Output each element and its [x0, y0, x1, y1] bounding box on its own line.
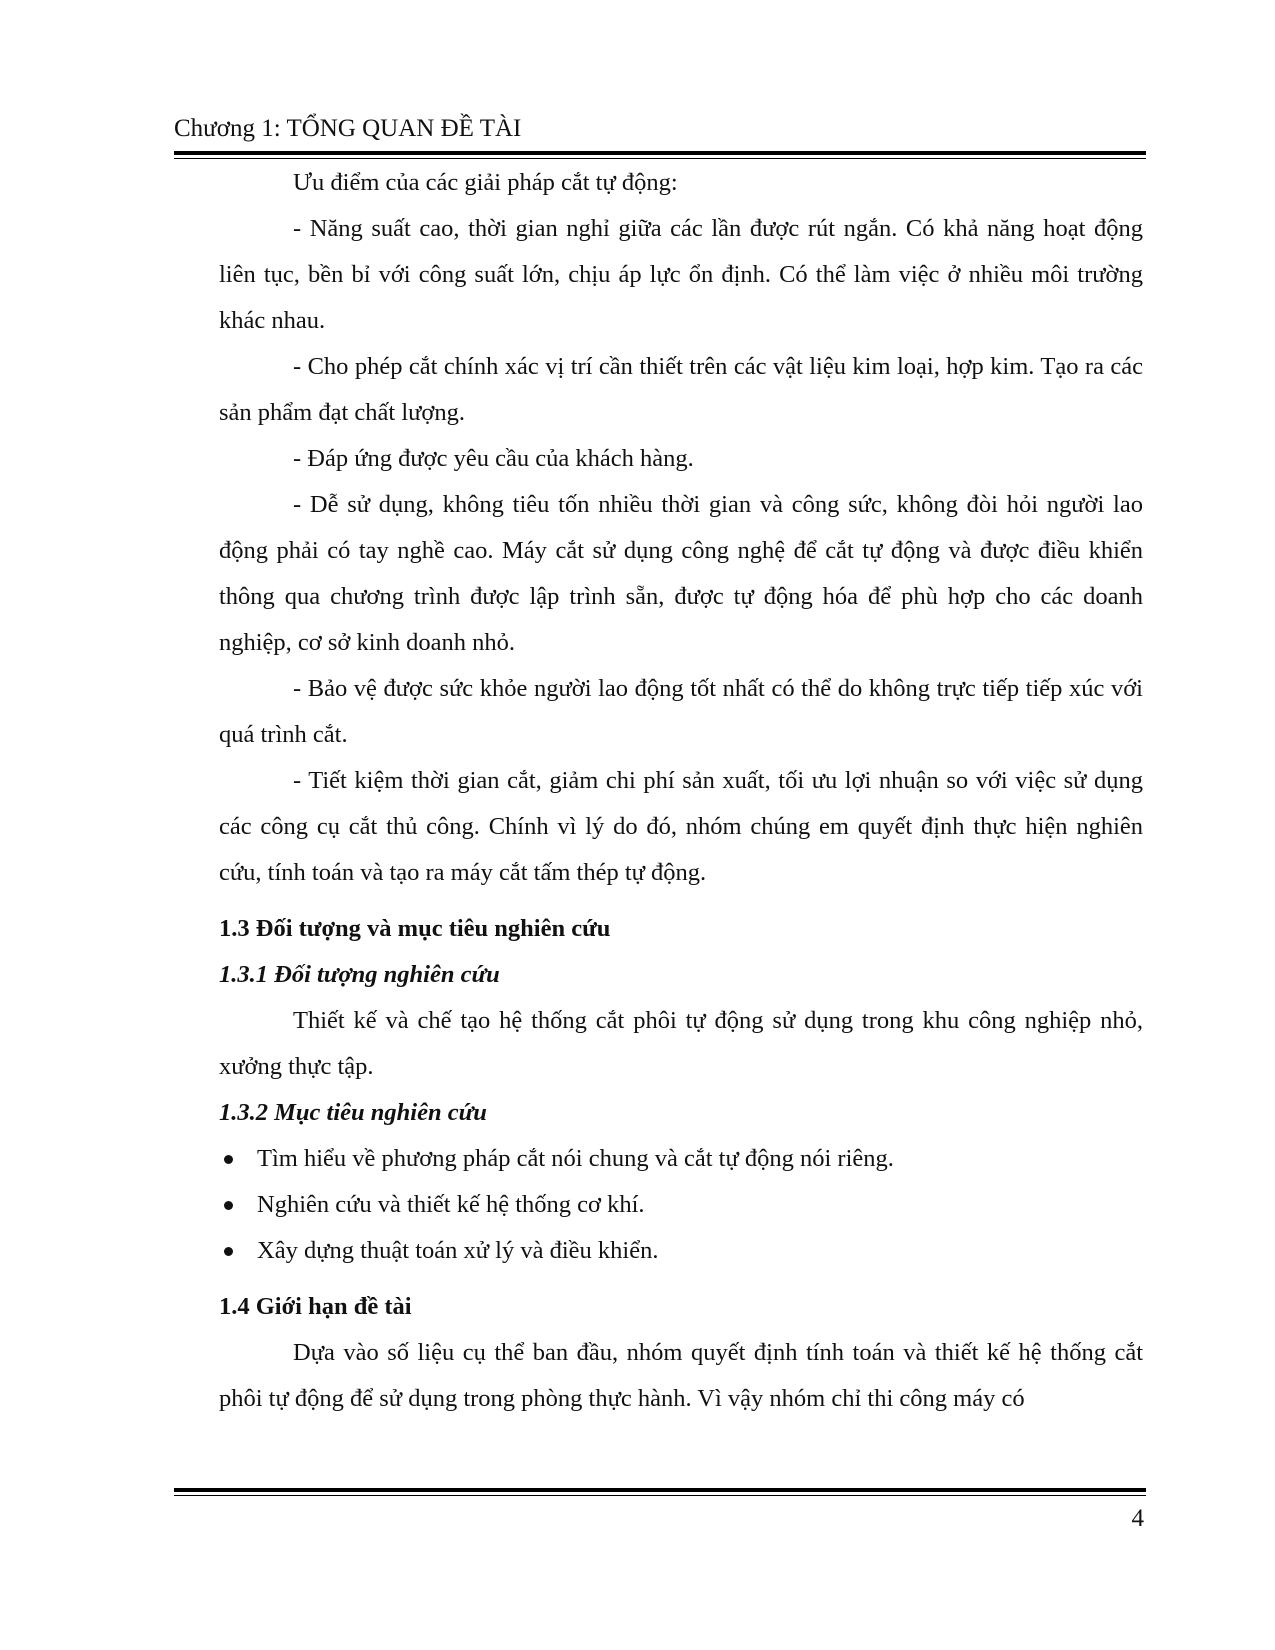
- footer-rule-thick: [174, 1488, 1146, 1492]
- page-content: [219, 160, 1143, 1422]
- advantage-paragraph: - Năng suất cao, thời gian nghỉ giữa các lần được rút ngắn. Có khả năng hoạt động liên tục, bền bỉ với công suất lớn, chịu áp lực ổn định. Có thể làm việc ở nhiều môi trường khác nhau.: [219, 215, 1143, 334]
- advantage-paragraph: - Bảo vệ được sức khỏe người lao động tốt nhất có thể do không trực tiếp tiếp xúc với quá trình cắt.: [219, 675, 1143, 748]
- advantage-paragraph: - Tiết kiệm thời gian cắt, giảm chi phí sản xuất, tối ưu lợi nhuận so với việc sử dụng các công cụ cắt thủ công. Chính vì lý do đó, nhóm chúng em quyết định thực hiện nghiên cứu, tính toán và tạo ra máy cắt tấm thép tự động.: [219, 767, 1143, 886]
- scope-paragraph: Dựa vào số liệu cụ thể ban đầu, nhóm quyết định tính toán và thiết kế hệ thống cắt phôi tự động để sử dụng trong phòng thực hành. Vì vậy nhóm chỉ thi công máy có: [219, 1339, 1143, 1412]
- chapter-title: Chương 1: TỔNG QUAN ĐỀ TÀI: [174, 115, 522, 142]
- research-object-paragraph: Thiết kế và chế tạo hệ thống cắt phôi tự động sử dụng trong khu công nghiệp nhỏ, xưởng thực tập.: [219, 1007, 1143, 1080]
- list-item-text: Nghiên cứu và thiết kế hệ thống cơ khí.: [257, 1191, 645, 1218]
- subsection-heading-1-3-2: 1.3.2 Mục tiêu nghiên cứu: [219, 1099, 487, 1126]
- bullet-icon: [224, 1155, 233, 1164]
- list-item-text: Xây dựng thuật toán xử lý và điều khiển.: [257, 1237, 659, 1264]
- research-goals-list: [219, 1136, 1143, 1274]
- header-rule-thin: [174, 158, 1146, 159]
- subsection-heading-1-3-1: 1.3.1 Đối tượng nghiên cứu: [219, 961, 500, 988]
- bullet-icon: [224, 1247, 233, 1256]
- footer-rule-thin: [174, 1495, 1146, 1496]
- advantage-paragraph: - Đáp ứng được yêu cầu của khách hàng.: [293, 445, 694, 472]
- advantage-paragraph: - Dễ sử dụng, không tiêu tốn nhiều thời gian và công sức, không đòi hỏi người lao động phải có tay nghề cao. Máy cắt sử dụng công nghệ để cắt tự động và được điều khiển thông qua chương trình được lập trình sẵn, được tự động hóa để phù hợp cho các doanh nghiệp, cơ sở kinh doanh nhỏ.: [219, 491, 1143, 656]
- list-item-text: Tìm hiểu về phương pháp cắt nói chung và cắt tự động nói riêng.: [257, 1145, 894, 1172]
- advantage-paragraph: - Cho phép cắt chính xác vị trí cần thiết trên các vật liệu kim loại, hợp kim. Tạo ra các sản phẩm đạt chất lượng.: [219, 353, 1143, 426]
- advantages-intro: Ưu điểm của các giải pháp cắt tự động:: [293, 169, 678, 196]
- list-item: [219, 1136, 1143, 1182]
- page-number: 4: [1131, 1505, 1144, 1532]
- bullet-icon: [224, 1201, 233, 1210]
- list-item: [219, 1228, 1143, 1274]
- list-item: [219, 1182, 1143, 1228]
- section-heading-1-3: 1.3 Đối tượng và mục tiêu nghiên cứu: [219, 915, 611, 942]
- section-heading-1-4: 1.4 Giới hạn đề tài: [219, 1293, 412, 1320]
- header-rule-thick: [174, 151, 1146, 155]
